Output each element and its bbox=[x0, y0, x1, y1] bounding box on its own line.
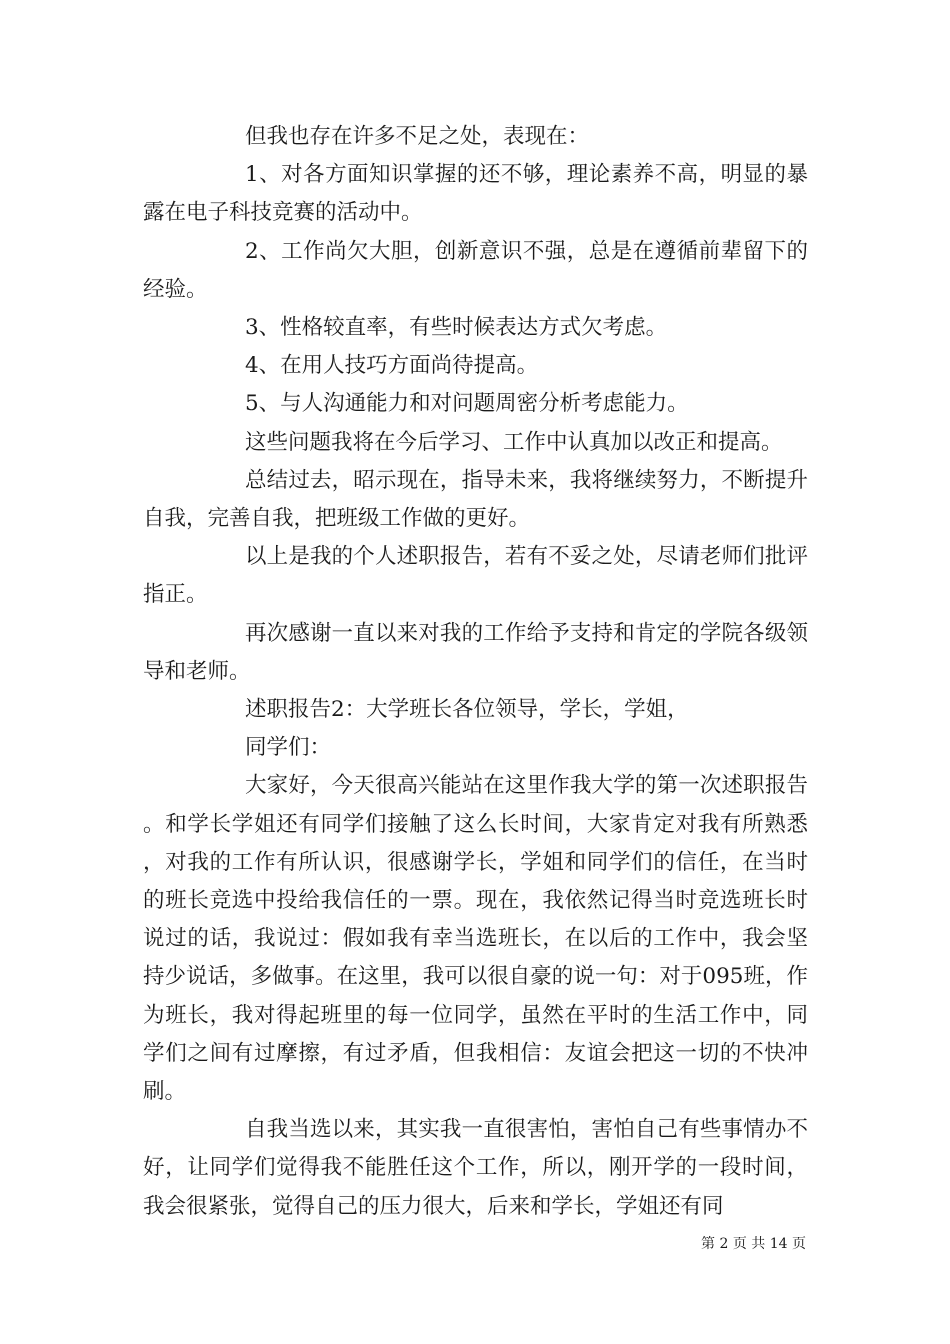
paragraph-8: 总结过去，昭示现在，指导未来，我将继续努力，不断提升自我，完善自我，把班级工作做的更好。 bbox=[143, 467, 808, 532]
paragraph-9: 以上是我的个人述职报告，若有不妥之处，尽请老师们批评指正。 bbox=[143, 544, 808, 608]
paragraph-4: 3、性格较直率，有些时候表达方式欠考虑。 bbox=[245, 315, 668, 341]
paragraph-13: 大家好，今天很高兴能站在这里作我大学的第一次述职报告。和学长学姐还有同学们接触了这么长时间，大家肯定对我有所熟悉，对我的工作有所认识，很感谢学长，学姐和同学们的信任，在当时的班长竞选中投给我信任的一票。现在，我依然记得当时竞选班长时说过的话，我说过：假如我有幸当选班长，在以后的工作中，我会坚持少说话，多做事。在这里，我可以很自豪的说一句：对于095班，作为班长，我对得起班里的每一位同学，虽然在平时的生活工作中，同学们之间有过摩擦，有过矛盾，但我相信：友谊会把这一切的不快冲刷。 bbox=[143, 773, 808, 1105]
page-number-footer: 第 2 页 共 14 页 bbox=[701, 1236, 806, 1252]
paragraph-10: 再次感谢一直以来对我的工作给予支持和肯定的学院各级领导和老师。 bbox=[143, 620, 808, 684]
paragraph-3: 2、工作尚欠大胆，创新意识不强，总是在遵循前辈留下的经验。 bbox=[143, 238, 808, 302]
paragraph-14: 自我当选以来，其实我一直很害怕，害怕自己有些事情办不好，让同学们觉得我不能胜任这个工作，所以，刚开学的一段时间，我会很紧张，觉得自己的压力很大，后来和学长，学姐还有同 bbox=[143, 1117, 808, 1219]
document-body bbox=[143, 118, 808, 1226]
paragraph-6: 5、与人沟通能力和对问题周密分析考虑能力。 bbox=[245, 391, 689, 417]
paragraph-11: 述职报告2：大学班长各位领导，学长，学姐， bbox=[245, 697, 689, 723]
paragraph-2: 1、对各方面知识掌握的还不够，理论素养不高，明显的暴露在电子科技竞赛的活动中。 bbox=[143, 162, 808, 226]
paragraph-5: 4、在用人技巧方面尚待提高。 bbox=[245, 353, 539, 379]
paragraph-7: 这些问题我将在今后学习、工作中认真加以改正和提高。 bbox=[245, 429, 783, 455]
paragraph-1: 但我也存在许多不足之处，表现在： bbox=[245, 124, 590, 149]
paragraph-12: 同学们： bbox=[245, 735, 332, 761]
